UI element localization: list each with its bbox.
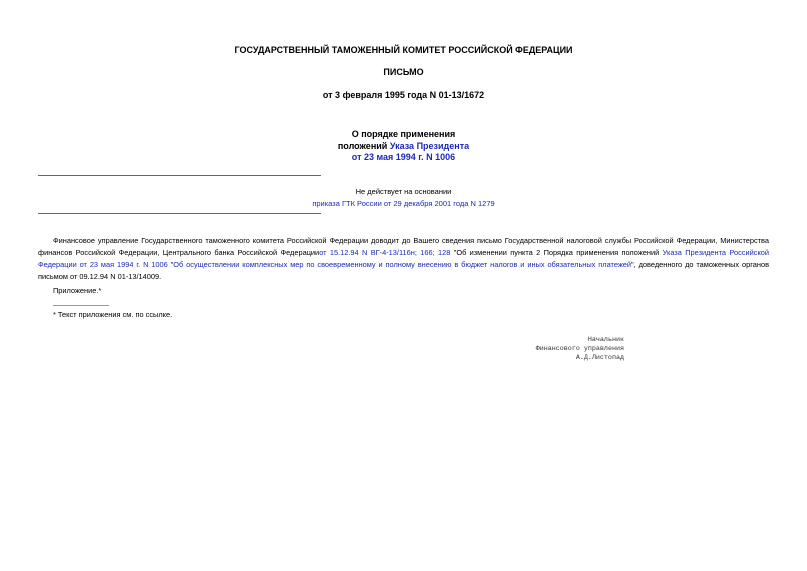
body-text-2: "Об изменении пункта 2 Порядка применения положений xyxy=(450,248,663,257)
document-status xyxy=(38,186,769,210)
measures-link[interactable]: Об осуществлении комплексных мер по своевременному и полному внесению в бюджет налогов и иных обязательных платежей xyxy=(173,260,632,269)
decree-link[interactable]: Указа Президента xyxy=(389,140,470,151)
signature-department: Финансового управления xyxy=(535,345,624,353)
signature-name: А.Д.Листопад xyxy=(575,354,624,362)
document-subject xyxy=(38,129,769,164)
subject-line-2-prefix: положений xyxy=(337,140,390,151)
divider-bottom xyxy=(38,213,321,214)
footnote-text: * Текст приложения см. по ссылке. xyxy=(53,310,173,319)
body-paragraph xyxy=(38,235,769,283)
decree-date-link[interactable]: от 23 мая 1994 г. N 1006 xyxy=(351,152,456,162)
footnote-divider xyxy=(53,305,109,306)
letter-link[interactable]: от 15.12.94 N ВГ-4-13/116н; 166; 128 xyxy=(319,248,451,257)
status-order-link[interactable]: приказа ГТК России от 29 декабря 2001 года N 1279 xyxy=(312,199,495,208)
status-text: Не действует на основании xyxy=(355,187,452,196)
document-type: ПИСЬМО xyxy=(383,67,424,77)
signature-title: Начальник xyxy=(587,336,624,344)
divider-top xyxy=(38,175,321,176)
body-text-3: " xyxy=(167,260,174,269)
subject-line-2 xyxy=(38,141,769,153)
organization-title: ГОСУДАРСТВЕННЫЙ ТАМОЖЕННЫЙ КОМИТЕТ РОССИЙСКОЙ ФЕДЕРАЦИИ xyxy=(234,45,573,55)
decree-full-link[interactable]: Указа Президента Российской Федерации от 23 мая 1994 г. N 1006 xyxy=(38,248,770,269)
signature-block xyxy=(500,336,624,363)
document-date: от 3 февраля 1995 года N 01-13/1672 xyxy=(322,90,485,100)
body-text-1: Финансовое управление Государственного таможенного комитета Российской Федерации доводит до Вашего сведения письмо Государственной налоговой службы Российской Федерации, Министерства финансов Российской Федерации, Центрального банка Российской Федерации xyxy=(38,236,769,257)
body-text-4: ", доведенного до таможенных органов письмом от 09.12.94 N 01-13/14009. xyxy=(38,260,769,281)
appendix-label: Приложение.* xyxy=(53,286,102,295)
subject-line-1: О порядке применения xyxy=(351,129,456,139)
